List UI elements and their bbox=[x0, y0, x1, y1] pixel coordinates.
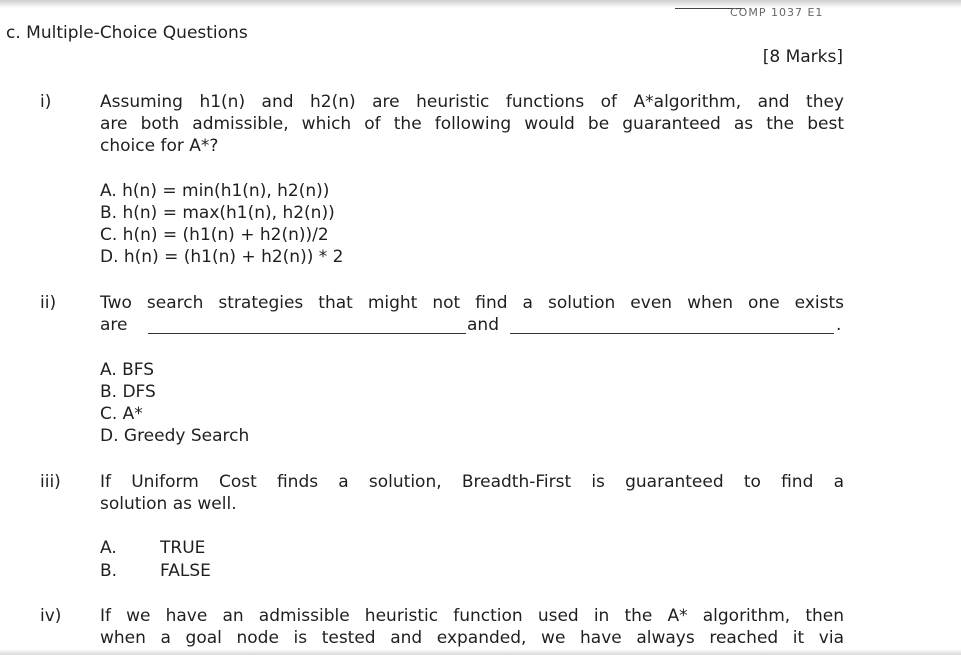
answer-option: B. DFS bbox=[100, 382, 156, 402]
answer-option: D. h(n) = (h1(n) + h2(n)) * 2 bbox=[100, 247, 344, 267]
option-label: A. bbox=[100, 538, 117, 558]
question-number: ii) bbox=[40, 293, 57, 313]
question-text bbox=[100, 471, 844, 515]
question-text bbox=[100, 91, 844, 157]
answer-option: A. BFS bbox=[100, 360, 155, 380]
question-line: are both admissible, which of the following would be guaranteed as the best bbox=[100, 114, 844, 134]
answer-option: TRUE bbox=[160, 538, 206, 558]
question-number: iv) bbox=[40, 606, 62, 626]
question-text bbox=[100, 292, 844, 314]
answer-blank[interactable] bbox=[148, 333, 466, 334]
course-code: COMP 1037 E1 bbox=[730, 6, 824, 19]
question-line: If we have an admissible heuristic function used in the A* algorithm, then bbox=[100, 606, 844, 626]
answer-option: D. Greedy Search bbox=[100, 426, 250, 446]
question-line: choice for A*? bbox=[100, 136, 219, 156]
question-line: solution as well. bbox=[100, 494, 237, 514]
option-label: B. bbox=[100, 561, 118, 581]
question-number: i) bbox=[40, 92, 52, 112]
question-line: Assuming h1(n) and h2(n) are heuristic functions of A*algorithm, and they bbox=[100, 92, 844, 112]
question-line: and bbox=[467, 315, 499, 335]
marks-label: [8 Marks] bbox=[762, 47, 843, 67]
question-line: If Uniform Cost finds a solution, Breadth-First is guaranteed to find a bbox=[100, 472, 844, 492]
question-line: are bbox=[100, 315, 128, 335]
answer-option: FALSE bbox=[160, 561, 211, 581]
question-number: iii) bbox=[40, 472, 61, 492]
answer-option: C. h(n) = (h1(n) + h2(n))/2 bbox=[100, 225, 329, 245]
answer-option: C. A* bbox=[100, 404, 143, 424]
answer-blank[interactable] bbox=[510, 333, 834, 334]
answer-option: A. h(n) = min(h1(n), h2(n)) bbox=[100, 181, 330, 201]
question-text bbox=[100, 605, 844, 649]
page-bottom-edge bbox=[0, 649, 961, 655]
sentence-period: . bbox=[836, 315, 842, 335]
section-title: c. Multiple-Choice Questions bbox=[6, 23, 248, 43]
question-line: when a goal node is tested and expanded, we have always reached it via bbox=[100, 628, 844, 648]
question-line: Two search strategies that might not find a solution even when one exists bbox=[100, 293, 844, 313]
answer-option: B. h(n) = max(h1(n), h2(n)) bbox=[100, 203, 335, 223]
